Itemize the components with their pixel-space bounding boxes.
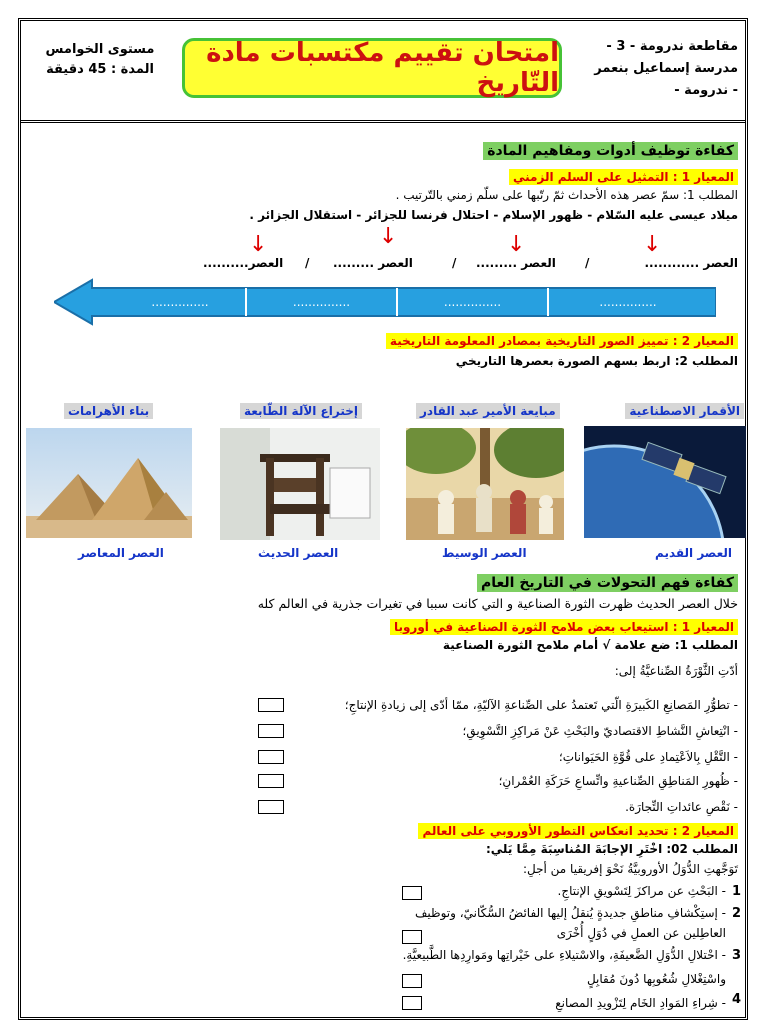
- section1-heading-wrap: [483, 140, 738, 159]
- europe-lead: تَوَجَّهتِ الدُّوَلُ الأوروبيَّةُ نَحْوَ إفريقيا من أجلِ:: [522, 862, 738, 876]
- option-checkbox[interactable]: [402, 974, 422, 988]
- feature-checkbox[interactable]: [258, 698, 284, 712]
- option-text-cont: واسْتِغْلالِ شُعُوبِها دُونَ مُقابِلٍ: [586, 972, 726, 986]
- timeline-arrow: [54, 278, 716, 326]
- feature-item: - انْتِعاشِ النَّشاطِ الاقتصاديّ والبَحْثِ عَنْ مَراكِزِ التَّسْوِيقِ؛: [462, 724, 738, 738]
- down-arrow-icon: ↓: [379, 224, 398, 249]
- option-text-cont: العاطِلين عن العملِ في دُوَلٍ أُخْرَى: [556, 926, 726, 940]
- task1-text: المطلب 1: سمّ عصر هذه الأحداث ثمّ رتّبها على سلّم زمني بالتّرتيب .: [395, 188, 738, 202]
- era-fill-2[interactable]: العصر .........: [476, 256, 556, 270]
- down-arrow-icon: ↓: [643, 232, 662, 257]
- option-text: - احْتلالِ الدُّوَلِ الضَّعيفَةِ، والاسْتيلاءِ على خَيْراتِها ومَوارِدِها الطَّبيعيَّةِ.: [402, 948, 726, 962]
- era-label-medieval: العصر الوسيط: [442, 546, 527, 560]
- image-label-satellite-wrap: [625, 400, 744, 419]
- header-level-block: [30, 40, 170, 80]
- image-label-pyramids: بناء الأهرامات: [64, 403, 153, 419]
- option-number: 3: [732, 948, 742, 963]
- option-checkbox[interactable]: [402, 886, 422, 900]
- option-text: - إستِكْشافِ مناطقِ جديدةٍ يُنقلُ إليها الفائضُ السُّكّانيّ، وتوظيف: [415, 906, 726, 920]
- printing-press-image: [220, 428, 380, 540]
- down-arrow-icon: ↓: [249, 232, 268, 257]
- option-number: 4: [732, 992, 742, 1007]
- image-label-pyramids-wrap: [64, 400, 153, 419]
- feature-checkbox[interactable]: [258, 724, 284, 738]
- option-number: 2: [732, 906, 742, 921]
- header-divider: [20, 120, 746, 123]
- criterion2-wrap: [386, 330, 738, 349]
- exam-title-box: [182, 38, 562, 98]
- feature-item: - ظُهورِ المَناطِقِ الصِّناعيةِ واتِّساعِ حَرَكَةِ العُمْرانِ؛: [498, 774, 738, 788]
- image-label-printing: إختراع الآلة الطّابعة: [240, 403, 362, 419]
- era-label-contemporary: العصر المعاصر: [78, 546, 164, 560]
- events-list: ميلاد عيسى عليه السّلام - ظهور الإسلام - احتلال فرنسا للجزائر - استقلال الجزائر .: [249, 208, 738, 222]
- district-label: مقاطعة ندرومة - 3 -: [606, 39, 738, 54]
- option-number: 1: [732, 884, 742, 899]
- task2-text: المطلب 2: اربط بسهم الصورة بعصرها التاريخي: [455, 354, 738, 368]
- era-separator: /: [305, 256, 310, 270]
- image-label-allegiance-wrap: [416, 400, 560, 419]
- revolution-lead: أدّتِ الثَّوْرَةُ الصِّناعيَّةُ إلى:: [614, 664, 738, 678]
- city-label: - ندرومة -: [674, 83, 738, 98]
- feature-item: - نَقْصِ عائداتِ التِّجارَة.: [625, 800, 738, 814]
- criterion1-wrap: [509, 166, 738, 185]
- option-text: - البَحْثِ عن مراكزَ لِتَسْويقِ الإنتاجِ.: [557, 884, 726, 898]
- down-arrow-icon: ↓: [507, 232, 526, 257]
- feature-checkbox[interactable]: [258, 774, 284, 788]
- s2-criterion1-wrap: [390, 616, 738, 635]
- era-fill-3[interactable]: العصر .........: [333, 256, 413, 270]
- section1-heading: كفاءة توظيف أدوات ومفاهيم المادة: [483, 142, 738, 160]
- school-label: مدرسة إسماعيل بنعمر: [594, 61, 738, 76]
- feature-item: - التَّقْلِ بِالاَعْتِمادِ على قُوَّةِ الحَيَواناتِ؛: [558, 750, 738, 764]
- satellite-image: [584, 426, 746, 538]
- era-separator: /: [452, 256, 457, 270]
- era-fill-1[interactable]: العصر ............: [644, 256, 738, 270]
- pyramids-image: [26, 428, 192, 538]
- option-checkbox[interactable]: [402, 930, 422, 944]
- s2-criterion2-label: المعيار 2 : تحديد انعكاس التطور الأوروبي على العالم: [418, 823, 738, 839]
- s2-task1-text: المطلب 1: ضع علامة √ أمام ملامح الثورة الصناعية: [442, 638, 738, 652]
- timeline-slot[interactable]: ...............: [599, 295, 657, 309]
- timeline-slot[interactable]: ...............: [292, 295, 351, 309]
- exam-title: امتحان تقييم مكتسبات مادة التّاريخ: [206, 38, 559, 98]
- image-label-satellite: الأقمار الاصطناعية: [625, 403, 744, 419]
- duration-label: المدة : 45 دقيقة: [46, 62, 154, 77]
- era-label-ancient: العصر القديم: [655, 546, 732, 560]
- header-school-block: [538, 36, 738, 102]
- option-checkbox[interactable]: [402, 996, 422, 1010]
- feature-item: - تطوُّرِ المَصانِعِ الكَبيرَةِ الّتي تَعتمدُ على الصِّناعةِ الآليّةِ، ممّا أدّى إلى زيادةِ الإنتاجِ؛: [344, 698, 738, 712]
- criterion1-label: المعيار 1 : التمثيل على السلم الزمني: [509, 169, 738, 185]
- era-separator: /: [585, 256, 590, 270]
- s2-criterion2-wrap: [418, 820, 738, 839]
- timeline-slot[interactable]: ...............: [151, 295, 209, 309]
- image-label-allegiance: مبايعة الأمير عبد القادر: [416, 403, 560, 419]
- feature-checkbox[interactable]: [258, 800, 284, 814]
- level-label: مستوى الخوامس: [45, 42, 155, 57]
- section2-heading-wrap: [477, 572, 738, 591]
- era-fill-4[interactable]: العصر..........: [203, 256, 284, 270]
- section2-heading: كفاءة فهم التحولات في التاريخ العام: [477, 574, 738, 592]
- feature-checkbox[interactable]: [258, 750, 284, 764]
- s2-task2-text: المطلب 02: اخْتَرِ الإجابَةَ المُناسِبَةَ مِمَّا يَلي:: [485, 842, 738, 856]
- era-label-modern: العصر الحديث: [258, 546, 339, 560]
- s2-criterion1-label: المعيار 1 : استيعاب بعض ملامح الثورة الصناعية في أوروبا: [390, 619, 738, 635]
- section2-intro: خلال العصر الحديث ظهرت الثورة الصناعية و التي كانت سببا في تغيرات جذرية في العالم كله: [257, 596, 738, 611]
- timeline-slot[interactable]: ...............: [443, 295, 502, 309]
- allegiance-image: [406, 428, 564, 540]
- image-label-printing-wrap: [240, 400, 362, 419]
- option-text: - شِراءِ المَوادِ الخَام لِتَزْويدِ المصانعِ: [555, 996, 726, 1010]
- criterion2-label: المعيار 2 : تمييز الصور التاريخية بمصادر المعلومة التاريخية: [386, 333, 738, 349]
